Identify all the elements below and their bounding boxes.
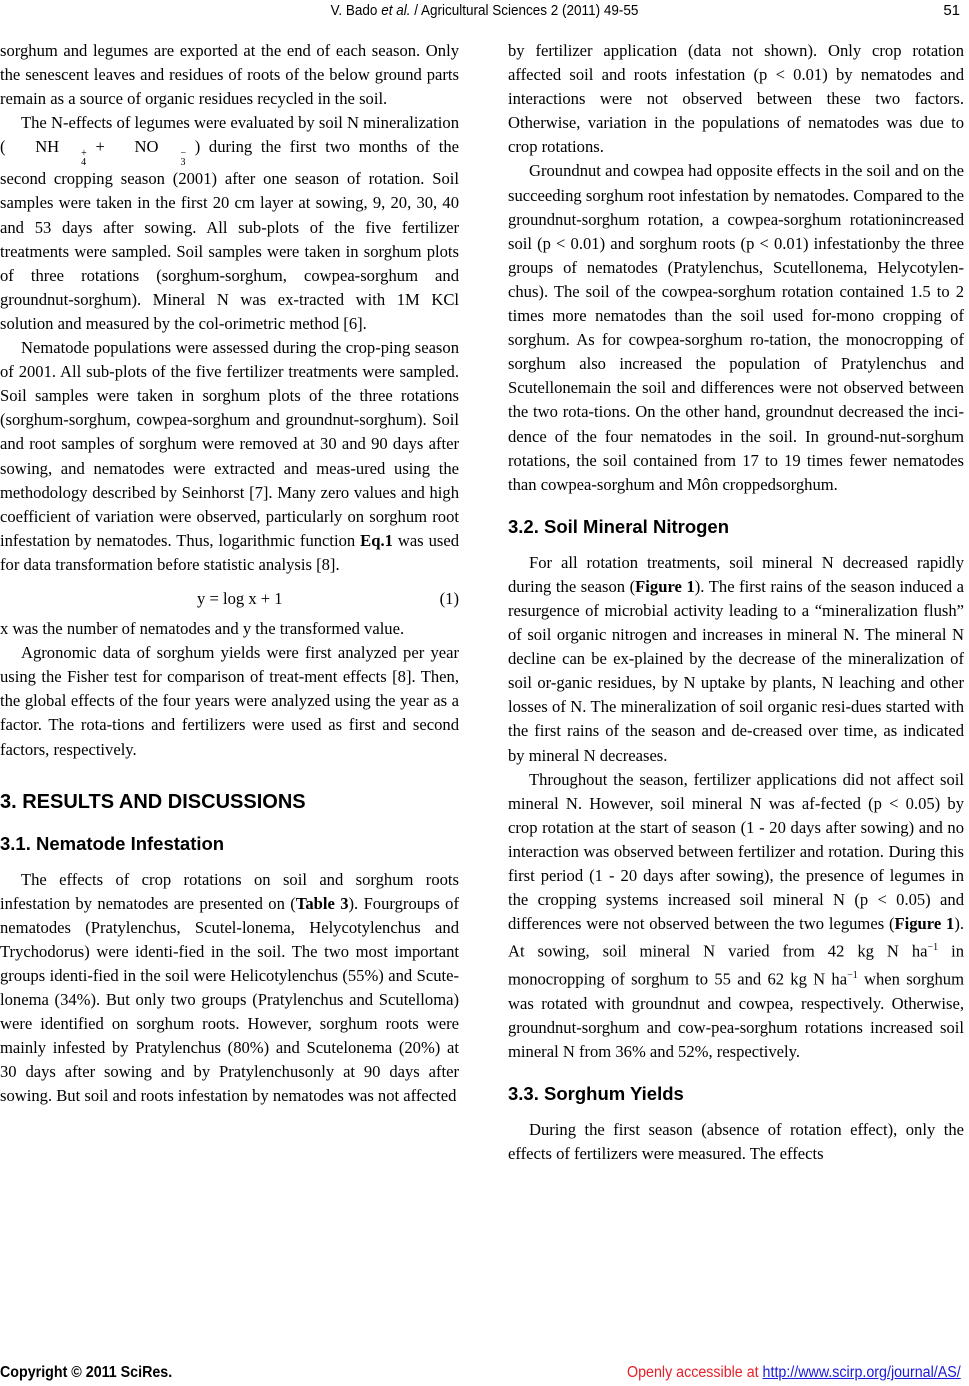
table-reference[interactable]: Table 3 xyxy=(295,893,349,913)
subsection-heading: 3.1. Nematode Infestation xyxy=(0,832,225,854)
left-column xyxy=(0,39,459,1109)
paragraph: Agronomic data of sorghum yields were first analyzed per year using the Fisher test for comparison of treat-ment effects [8]. Then, the global effects of the four years were analyzed using the year as a factor. The rota-tions and fertilizers were used as first and second factors, respectively. xyxy=(0,643,459,759)
page-number: 51 xyxy=(943,2,960,19)
subsection-heading: 3.2. Soil Mineral Nitrogen xyxy=(508,515,730,537)
journal-link[interactable]: http://www.scirp.org/journal/AS/ xyxy=(762,1364,961,1381)
paragraph: sorghum and legumes are exported at the end of each season. Only the senescent leaves and residues of roots of the below ground parts remain as a source of organic residues recycled in the soil. xyxy=(0,41,459,109)
access-notice: Openly accessible at http://www.scirp.org/journal/AS/ xyxy=(627,1364,961,1381)
equation-reference[interactable]: Eq.1 xyxy=(360,530,393,550)
equation-1 xyxy=(0,587,459,611)
paragraph: During the first season (absence of rotation effect), only the effects of fertilizers were measured. The effects xyxy=(508,1119,964,1163)
figure-reference[interactable]: Figure 1 xyxy=(635,576,695,596)
copyright-notice: Copyright © 2011 SciRes. xyxy=(0,1364,173,1381)
running-head: V. Bado et al. / Agricultural Sciences 2 (2011) 49-55 xyxy=(330,2,639,19)
running-head-etal: et al. xyxy=(381,2,411,19)
ammonium-formula: NH + 4 xyxy=(35,137,87,169)
equation-body: y = log x + 1 xyxy=(197,588,283,608)
paragraph-nematode-populations: Nematode populations were assessed during the crop-ping season of 2001. All sub-plots of the five fertilizer treatments were sampled. Soil samples were taken in sorghum plots of the three rotations (sorghum-sorghum, cowpea-sorghum and groundnut-sorghum). Soil and root samples of sorghum were removed at 30 and 90 days after sowing, and nematodes were extracted and meas-ured using the methodology described by Seinhorst [7]. Many zero values and high coefficient of variation were observed, particularly on sorghum root infestation by nematodes. Thus, logarithmic function Eq.1 was used for data transformation before statistic analysis [8]. xyxy=(0,338,459,574)
subsection-heading: 3.3. Sorghum Yields xyxy=(508,1082,684,1104)
paragraph-rotation-treatments: For all rotation treatments, soil mineral N decreased rapidly during the season (Figure 1). The first rains of the season induced a resurgence of microbial activity leading to a “mineralization flush” of soil organic nitrogen and increases in mineral N. The mineral N decline can be ex-plained by the decrease of the mineralization of soil or-ganic residues, by N uptake by plants, N leaching and other losses of N. The mineralization of soil organic resi-dues started with the first rains of the season and de-creased over time, as indicated by mineral N decreases. xyxy=(508,552,964,765)
paragraph: by fertilizer application (data not shown). Only crop rotation affected soil and roots infestation (p < 0.01) by nematodes and interactions were not observed between these two factors. Otherwise, variation in the populations of nematodes was due to crop rotations. xyxy=(508,41,964,157)
paragraph: x was the number of nematodes and y the transformed value. xyxy=(0,619,405,639)
page-header xyxy=(0,0,969,26)
section-heading: 3. RESULTS AND DISCUSSIONS xyxy=(0,790,306,813)
paragraph: Groundnut and cowpea had opposite effects in the soil and on the succeeding sorghum root infestation by nematodes. Compared to the groundnut-sorghum rotation, a cowpea-sorghum rotationincreased soil (p < 0.01) and sorghum roots (p < 0.01) infestationby the three groups of nematodes (Pratylenchus, Scutellonema, Helycotylen-chus). The soil of the cowpea-sorghum rotation contained 1.5 to 2 times more nematodes than the soil used for-mono cropping of sorghum. As for cowpea-sorghum ro-tation, the monocropping of sorghum also increased the population of Pratylenchus and Scutellonemain the soil and differences were not observed between the two rota-tions. On the other hand, groundnut decreased the inci-dence of the four nematodes in the soil. In ground-nut-sorghum rotations, the soil contained from 17 to 19 times fewer nematodes than cowpea-sorghum and Môn croppedsorghum. xyxy=(508,161,964,494)
paragraph-n-effects: The N-effects of legumes were evaluated by soil N mineralization ( NH + 4 + NO − 3 ) during the first two months of the second cropping season (2001) after one season of rotation. Soil samples were taken in the first 20 cm layer at sowing, 9, 20, 30, 40 and 53 days after sowing. All sub-plots of the five fertilizer treatments were sampled. Soil samples were taken in sorghum plots of three rotations (sorghum-sorghum, cowpea-sorghum and groundnut-sorghum). Mineral N was ex-tracted with 1M KCl solution and measured by the col-orimetric method [6]. xyxy=(0,113,460,333)
page-footer xyxy=(0,1364,969,1386)
paragraph-crop-rotations: The effects of crop rotations on soil and sorghum roots infestation by nematodes are presented on (Table 3). Fourgroups of nematodes (Pratylenchus, Scutel-lonema, Helycotylenchus and Trychodorus) were identi-fied in the soil. The two most important groups identi-fied in the soil were Helicotylenchus (55%) and Scute-lonema (34%). But only two groups (Pratylenchus and Scutelloma) were identified on sorghum roots. However, sorghum roots were mainly infested by Pratylenchus (80%) and Scutelonema (20%) at 30 days after sowing and by Pratylenchusonly at 90 days after sowing. But soil and roots infestation by nematodes was not affected xyxy=(0,869,459,1106)
right-column xyxy=(508,39,964,1166)
equation-number: (1) xyxy=(439,588,459,608)
nitrate-formula: NO − 3 xyxy=(134,137,187,169)
figure-reference[interactable]: Figure 1 xyxy=(894,914,955,934)
paragraph-fertilizer-applications: Throughout the season, fertilizer applications did not affect soil mineral N. However, soil mineral N was af-fected (p < 0.05) by crop rotation at the start of season (1 - 20 days after sowing) and no interaction was observed between fertilizer and rotation. During this first period (1 - 20 days after sowing), the presence of legumes in the cropping systems increased soil mineral N (p < 0.05) and differences were not observed between the two legumes (Figure 1). At sowing, soil mineral N varied from 42 kg N $ha^{-1}$ in monocropping of sorghum to 55 and 62 kg N $ha^{-1}$ when sorghum was rotated with groundnut and cowpea, respectively. Otherwise, groundnut-sorghum and cow-pea-sorghum rotations increased soil mineral N from 36% and 52%, respectively. xyxy=(508,769,964,1061)
